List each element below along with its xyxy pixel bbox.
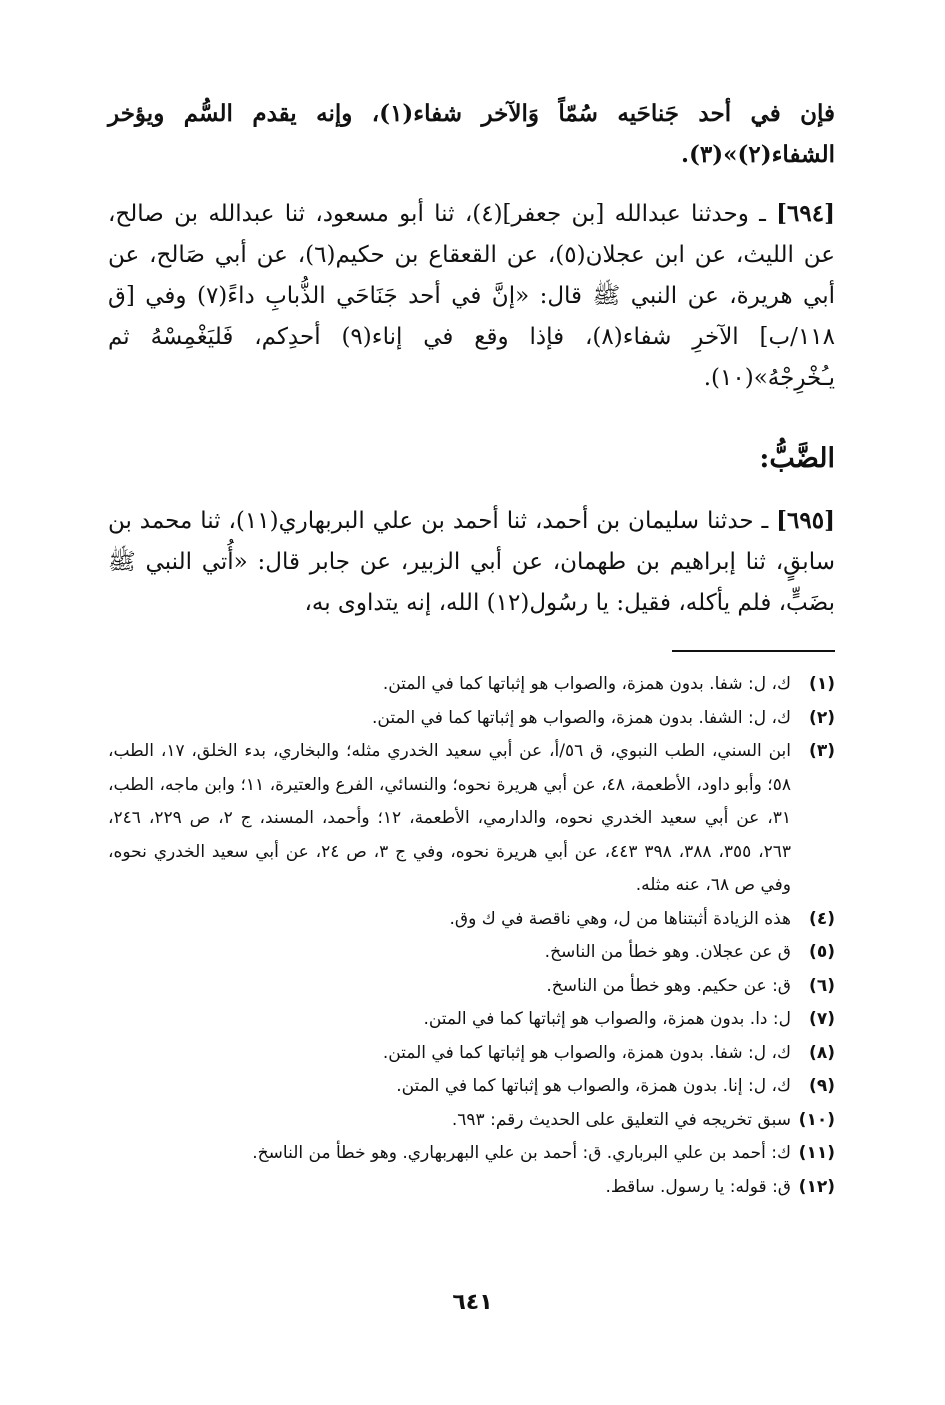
footnote-3: (٣) ابن السني، الطب النبوي، ق ٥٦/أ، عن أبي سعيد الخدري مثله؛ والبخاري، بدء الخلق، ١٧، الطب، ٥٨؛ وأبو داود، الأطعمة، ٤٨، عن أبي هريرة نحوه؛ والنسائي، الفرع والعتيرة، ١١؛ وابن ماجه، الطب، ٣١، عن أبي سعيد الخدري نحوه، والدارمي، الأطعمة، ١٢؛ وأحمد، المسند، ج ٢، ص ٢٢٩، ٢٤٦، ٢٦٣، ٣٥٥، ٣٨٨، ٣٩٨ ٤٤٣، عن أبي هريرة نحوه، وفي ج ٣، ص ٢٤، عن أبي سعيد الخدري نحوه، وفي ص ٦٨، عنه مثله.: [108, 741, 835, 895]
footnote-9: (٩) ك، ل: إنا. بدون همزة، والصواب هو إثباتها كما في المتن.: [396, 1076, 835, 1096]
footnotes: [108, 668, 835, 1204]
footnote-12: (١٢) ق: قوله: يا رسول. ساقط.: [605, 1176, 835, 1197]
footnote-6: (٦) ق: عن حكيم. وهو خطأ من الناسخ.: [546, 975, 835, 996]
footnote-divider: [672, 650, 835, 652]
hadith-695: [108, 500, 835, 624]
footnote-8: (٨) ك، ل: شفا. بدون همزة، والصواب هو إثباتها كما في المتن.: [382, 1042, 835, 1063]
hadith-text-continued: فإن في أحد جَناحَيه سُمّاً وَالآخر شفاء(١)، وإنه يقدم السُّم ويؤخر الشفاء(٢)»(٣).: [108, 100, 835, 168]
footnote-11: (١١) ك: أحمد بن علي البرباري. ق: أحمد بن علي البهربهاري. وهو خطأ من الناسخ.: [252, 1143, 835, 1163]
hadith-number: [٦٩٥]: [776, 507, 835, 534]
footnote-10: (١٠) سبق تخريجه في التعليق على الحديث رقم: ٦٩٣.: [451, 1109, 835, 1130]
page-number: ٦٤١: [452, 1290, 493, 1315]
footnote-7: (٧) ل: دا. بدون همزة، والصواب هو إثباتها كما في المتن.: [423, 1009, 835, 1029]
hadith-number: [٦٩٤]: [776, 200, 835, 227]
footnote-5: (٥) ق عن عجلان. وهو خطأ من الناسخ.: [544, 942, 835, 962]
footnote-2: (٢) ك، ل: الشفا. بدون همزة، والصواب هو إثباتها كما في المتن.: [371, 707, 835, 728]
footnote-1: (١) ك، ل: شفا. بدون همزة، والصواب هو إثباتها كما في المتن.: [382, 674, 835, 694]
hadith-text: ـ وحدثنا عبدالله [بن جعفر](٤)، ثنا أبو مسعود، ثنا عبدالله بن صالح، عن الليث، عن ابن عجلان(٥)، عن القعقاع بن حكيم(٦)، عن أبي صَالح، عن أبي هريرة، عن النبي ﷺ قال: «إنَّ في أحد جَنَاحَي الذُّبابِ داءً(٧) وفي [ق ١١٨/ب] الآخرِ شفاء(٨)، فإذا وقع في إناء(٩) أحدِكم، فَليَغْمِسْهُ ثم يـُخْرِجْهُ»(١٠).: [108, 201, 836, 391]
hadith-694: [108, 193, 835, 399]
paragraph-continuation: [108, 93, 835, 175]
hadith-text: ـ حدثنا سليمان بن أحمد، ثنا أحمد بن علي البربهاري(١١)، ثنا محمد بن سابقٍ، ثنا إبراهيم بن طهمان، عن أبي الزبير، عن جابر قال: «أُتي النبي ﷺ بضَبٍّ، فلم يأكله، فقيل: يا رسُول(١٢) الله، إنه يتداوى به،: [108, 508, 835, 616]
section-heading: الضَّبُّ:: [759, 443, 835, 474]
footnote-4: (٤) هذه الزيادة أثبتناها من ل، وهي ناقصة في ك وق.: [449, 908, 835, 929]
